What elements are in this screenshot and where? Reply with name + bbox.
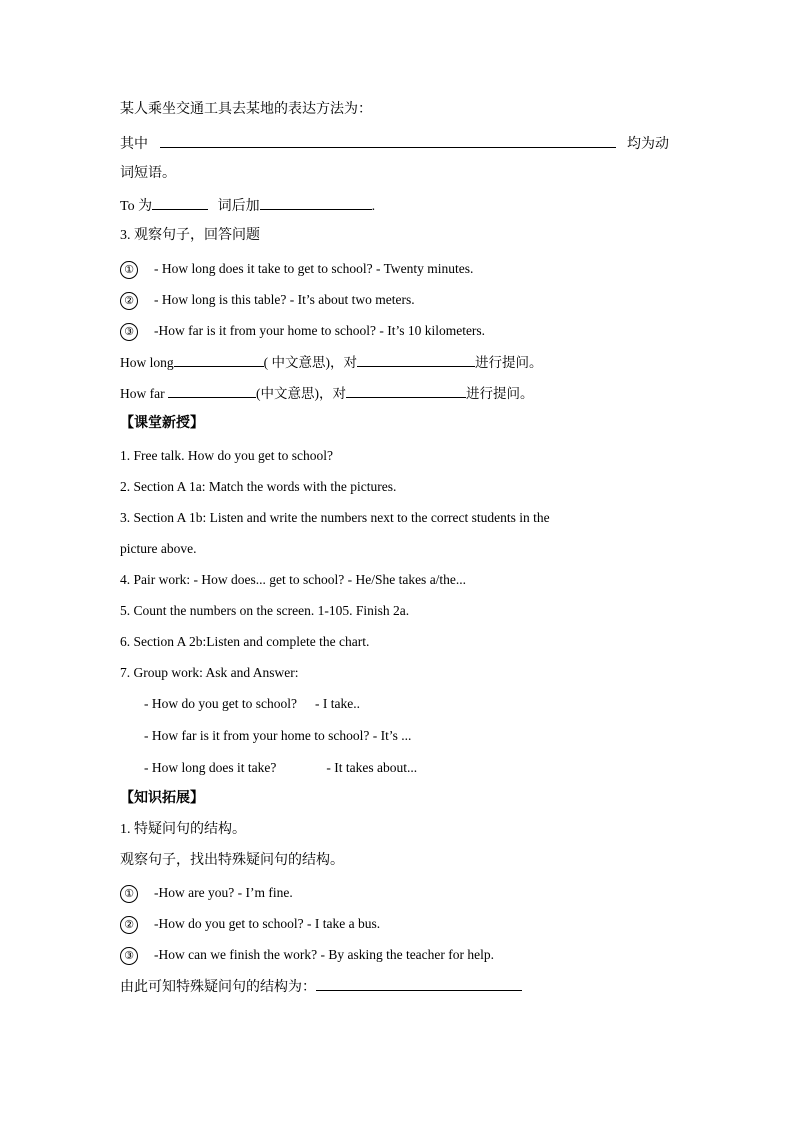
text: How far: [120, 386, 165, 401]
text: - How do you get to school?: [144, 696, 297, 711]
example-1: [120, 883, 293, 903]
text: -How do you get to school? - I take a bus.: [154, 916, 381, 931]
circled-number: ③: [120, 323, 138, 341]
text: 进行提问。: [475, 355, 543, 370]
fill-blank[interactable]: [160, 133, 616, 148]
text-line: 某人乘坐交通工具去某地的表达方法为：: [120, 102, 372, 117]
text: To 为: [120, 199, 153, 214]
circled-number: ③: [120, 947, 138, 965]
text-line: 词短语。: [120, 166, 176, 181]
text: How long: [120, 355, 174, 370]
fill-blank[interactable]: [346, 383, 466, 398]
text: 由此可知特殊疑问句的结构为：: [120, 980, 316, 995]
fill-blank[interactable]: [260, 195, 372, 210]
circled-number: ②: [120, 916, 138, 934]
text-line-blank: [120, 195, 375, 215]
text-line: 1. 特疑问句的结构。: [120, 822, 246, 837]
question-3: [120, 321, 485, 341]
circled-number: ①: [120, 261, 138, 279]
fill-blank[interactable]: [168, 383, 256, 398]
text: -How far is it from your home to school? - It’s 10 kilometers.: [154, 323, 486, 338]
text: 均为动: [627, 137, 669, 152]
text: (中文意思)，对: [255, 386, 346, 401]
how-far-line: [120, 383, 533, 403]
list-item: 3. Section A 1b: Listen and write the numbers next to the correct students in the: [120, 510, 550, 525]
text: ( 中文意思)，对: [263, 355, 357, 370]
dialogue-line: [144, 758, 417, 778]
circled-number: ②: [120, 292, 138, 310]
text-line: 3. 观察句子，回答问题: [120, 228, 260, 243]
question-2: [120, 290, 415, 310]
text: 其中: [120, 137, 148, 152]
list-item: 6. Section A 2b:Listen and complete the chart.: [120, 634, 370, 649]
text: - How long does it take?: [144, 760, 277, 775]
example-3: [120, 945, 494, 965]
text-line: 观察句子，找出特殊疑问句的结构。: [120, 853, 344, 868]
circled-number: ①: [120, 885, 138, 903]
example-2: [120, 914, 380, 934]
list-item: 5. Count the numbers on the screen. 1-105. Finish 2a.: [120, 603, 410, 618]
text: -How can we finish the work? - By asking the teacher for help.: [154, 947, 495, 962]
text: - I take..: [314, 696, 360, 711]
text: .: [371, 199, 376, 214]
fill-blank[interactable]: [316, 976, 522, 991]
how-long-line: [120, 352, 543, 372]
list-item: 1. Free talk. How do you get to school?: [120, 448, 333, 463]
text: - How far is it from your home to school? - It’s ...: [144, 728, 412, 743]
section-heading: 【课堂新授】: [120, 416, 204, 431]
text: -How are you? - I’m fine.: [154, 885, 293, 900]
list-item: 7. Group work: Ask and Answer:: [120, 665, 299, 680]
dialogue-line: [144, 726, 411, 746]
list-item: 2. Section A 1a: Match the words with the pictures.: [120, 479, 397, 494]
text-line-blank: [120, 133, 669, 153]
section-heading: 【知识拓展】: [120, 791, 204, 806]
text: - How long does it take to get to school? - Twenty minutes.: [154, 261, 474, 276]
fill-blank[interactable]: [357, 352, 475, 367]
list-item: picture above.: [120, 541, 197, 556]
text: 词后加: [217, 199, 260, 214]
fill-blank[interactable]: [174, 352, 264, 367]
text: - It takes about...: [326, 760, 418, 775]
text: 进行提问。: [465, 386, 534, 401]
text: - How long is this table? - It’s about two meters.: [154, 292, 415, 307]
conclusion-line: [120, 976, 522, 996]
fill-blank[interactable]: [152, 195, 208, 210]
dialogue-line: [144, 694, 360, 714]
question-1: [120, 259, 473, 279]
list-item: 4. Pair work: - How does... get to school? - He/She takes a/the...: [120, 572, 467, 587]
